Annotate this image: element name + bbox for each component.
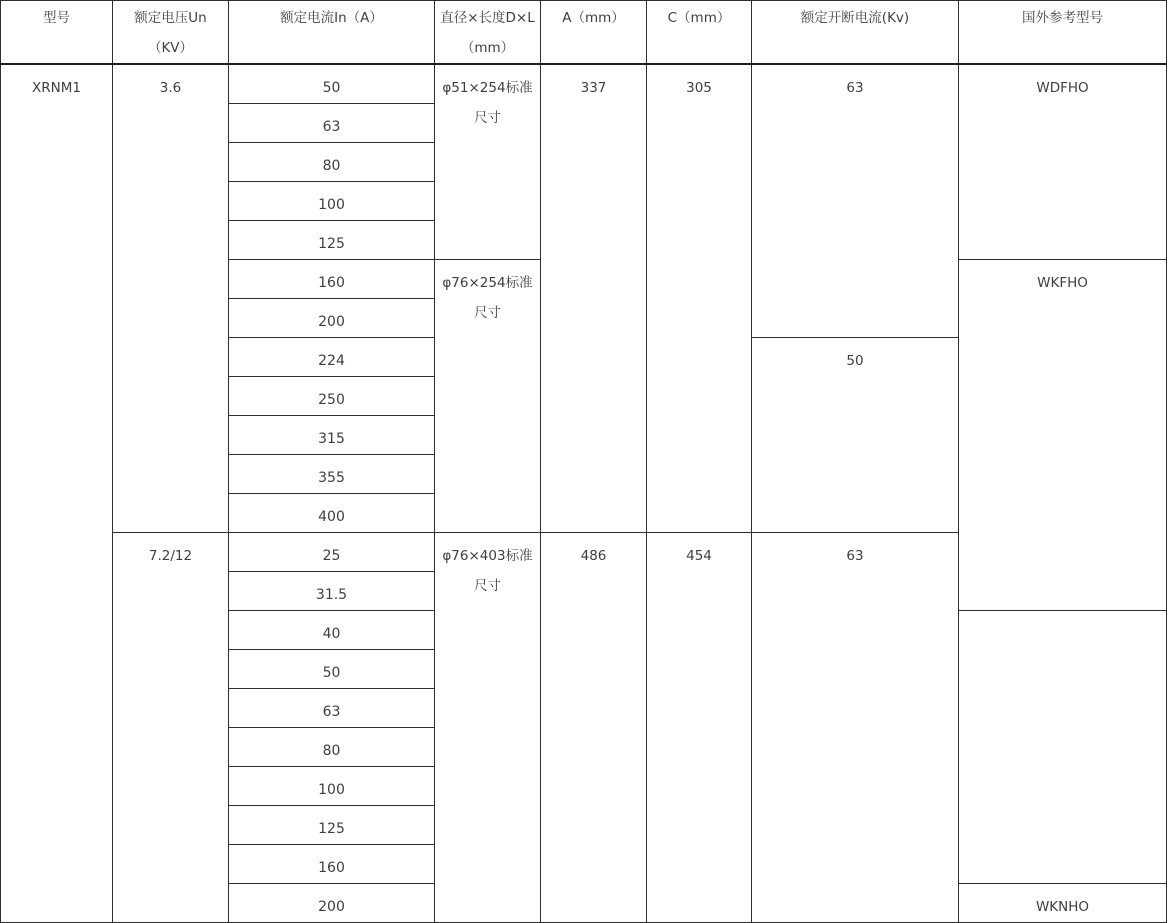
current-cell: 224 [229,338,435,377]
breaking-current-cell: 63 [752,533,959,923]
voltage-cell: 7.2/12 [113,533,229,923]
current-cell: 63 [229,689,435,728]
dimension-cell: φ76×403标准尺寸 [435,533,541,923]
header-c-mm: C（mm） [647,1,752,65]
header-a-mm: A（mm） [541,1,647,65]
a-mm-cell: 337 [541,64,647,533]
current-cell: 63 [229,104,435,143]
model-cell: XRNM1 [1,64,113,923]
current-cell: 125 [229,221,435,260]
c-mm-cell: 305 [647,64,752,533]
current-cell: 160 [229,845,435,884]
header-breaking-current: 额定开断电流(Kv) [752,1,959,65]
foreign-ref-cell: WKNHO [959,884,1167,923]
current-cell: 25 [229,533,435,572]
header-diameter-length: 直径×长度D×L（mm） [435,1,541,65]
header-model: 型号 [1,1,113,65]
foreign-ref-cell: WKFHO [959,260,1167,611]
header-row [1,1,1167,65]
current-cell: 125 [229,806,435,845]
current-cell: 80 [229,143,435,182]
foreign-ref-cell: WDFHO [959,64,1167,260]
current-cell: 50 [229,64,435,104]
c-mm-cell: 454 [647,533,752,923]
header-foreign-reference: 国外参考型号 [959,1,1167,65]
current-cell: 100 [229,182,435,221]
current-cell: 200 [229,884,435,923]
breaking-current-cell: 50 [752,338,959,533]
current-cell: 100 [229,767,435,806]
dimension-cell: φ76×254标准尺寸 [435,260,541,533]
current-cell: 80 [229,728,435,767]
header-rated-voltage: 额定电压Un（KV） [113,1,229,65]
current-cell: 400 [229,494,435,533]
voltage-cell: 3.6 [113,64,229,533]
current-cell: 315 [229,416,435,455]
a-mm-cell: 486 [541,533,647,923]
current-cell: 250 [229,377,435,416]
current-cell: 200 [229,299,435,338]
current-cell: 160 [229,260,435,299]
dimension-cell: φ51×254标准尺寸 [435,64,541,260]
current-cell: 31.5 [229,572,435,611]
current-cell: 50 [229,650,435,689]
current-cell: 40 [229,611,435,650]
header-rated-current: 额定电流In（A） [229,1,435,65]
table-row [1,64,1167,104]
current-cell: 355 [229,455,435,494]
breaking-current-cell: 63 [752,64,959,338]
